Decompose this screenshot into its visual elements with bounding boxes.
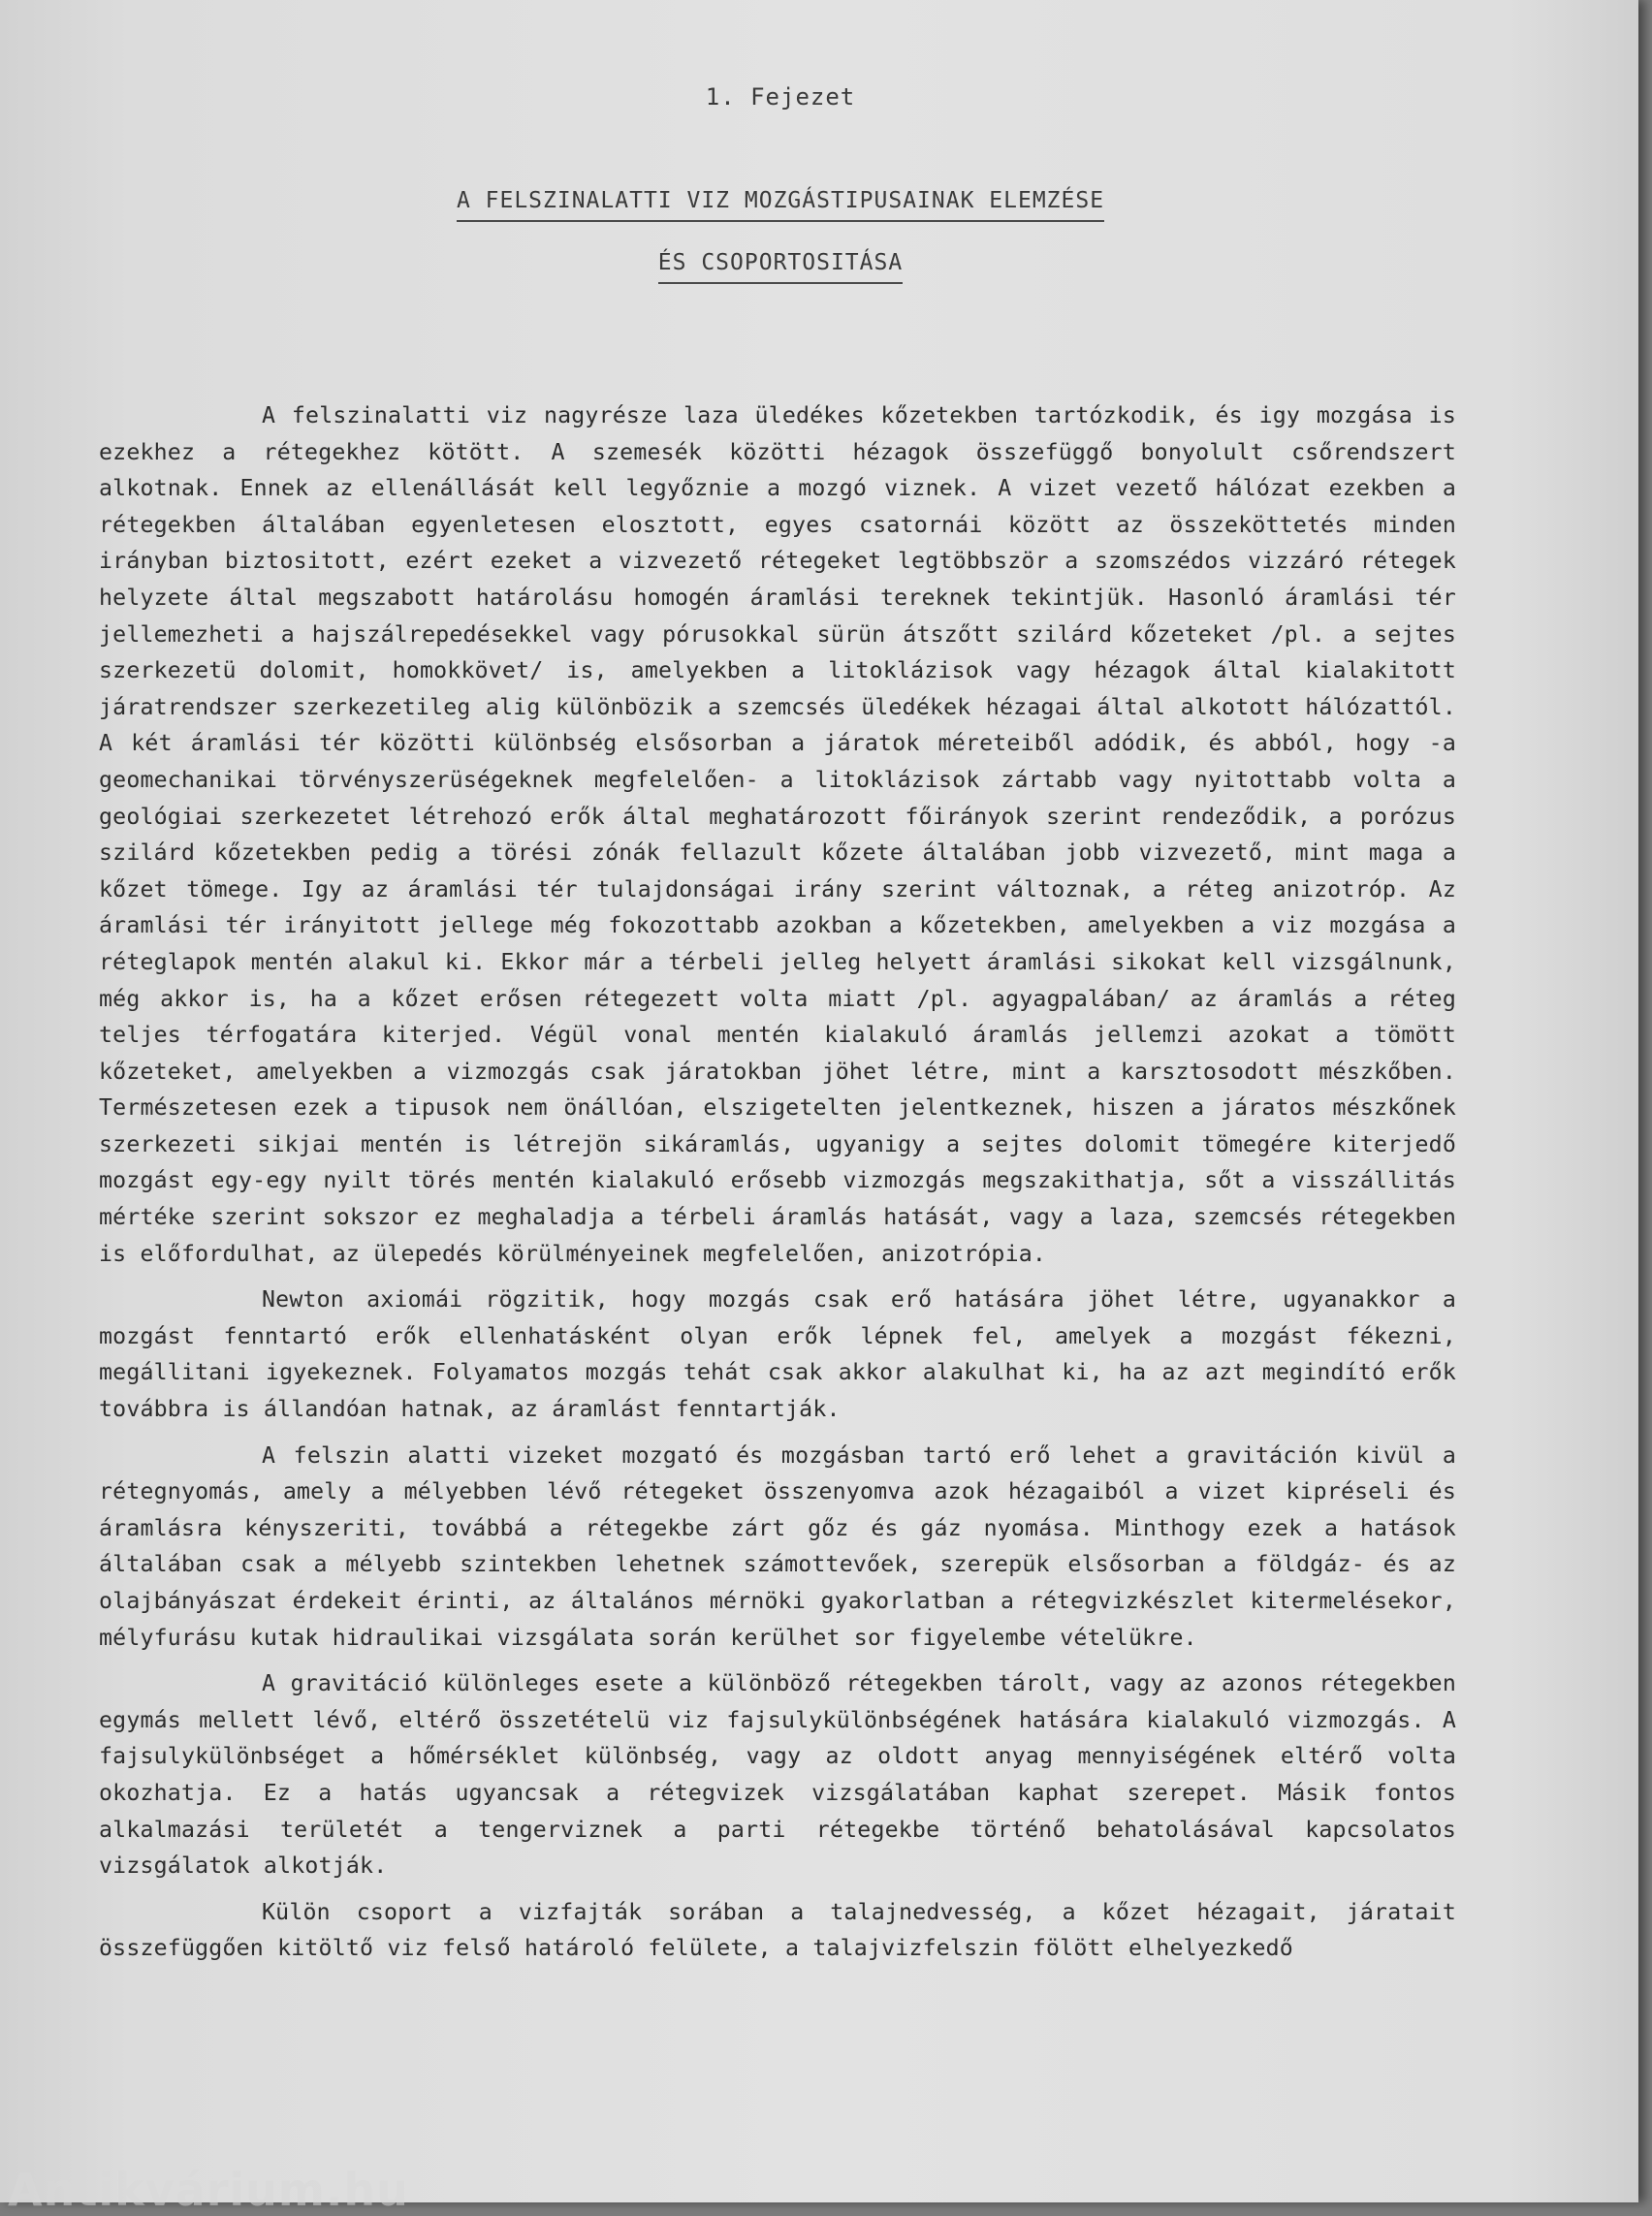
document-body	[99, 397, 1456, 1977]
paragraph: A felszin alatti vizeket mozgató és mozgásban tartó erő lehet a gravitáción kivül a rétegnyomás, amely a mélyebben lévő rétegeket összenyomva azok hézagaiból a vizet kipréseli és áramlásra kényszeriti, továbbá a rétegekbe zárt gőz és gáz nyomása. Minthogy ezek a hatások általában csak a mélyebb szintekben lehetnek számottevőek, szerepük elsősorban a földgáz- és az olajbányászat érdekeit érinti, az általános mérnöki gyakorlatban a rétegvizkészlet kitermelésekor, mélyfurásu kutak hidraulikai vizsgálata során kerülhet sor figyelembe vételükre.	[99, 1441, 1456, 1651]
title-line-2: ÉS CSOPORTOSITÁSA	[0, 250, 1561, 284]
watermark: Antikvárium.hu	[8, 2164, 409, 2216]
title-line-1: A FELSZINALATTI VIZ MOZGÁSTIPUSAINAK ELEMZÉSE	[0, 188, 1561, 222]
paragraph: A felszinalatti viz nagyrésze laza üledékes kőzetekben tartózkodik, és igy mozgása is ezekhez a rétegekhez kötött. A szemesék közötti hézagok összefüggő bonyolult csőrendszert alkotnak. Ennek az ellenállását kell legyőznie a mozgó viznek. A vizet vezető hálózat ezekben a rétegekben általában egyenletesen elosztott, egyes csatornái között az összeköttetés minden irányban biztositott, ezért ezeket a vizvezető rétegeket legtöbbször a szomszédos vizzáró rétegek helyzete által megszabott határolásu homogén áramlási tereknek tekintjük. Hasonló áramlási tér jellemezheti a hajszálrepedésekkel vagy pórusokkal sürün átszőtt szilárd kőzeteket /pl. a sejtes szerkezetü dolomit, homokkövet/ is, amelyekben a litoklázisok vagy hézagok által kialakitott járatrendszer szerkezetileg alig különbözik a szemcsés üledékek hézagai által alkotott hálózattól. A két áramlási tér közötti különbség elsősorban a járatok méreteiből adódik, és abból, hogy -a geomechanikai törvényszerüségeknek megfelelően- a litoklázisok zártabb vagy nyitottabb volta a geológiai szerkezetet létrehozó erők által meghatározott főirányok szerint rendeződik, a porózus szilárd kőzetekben pedig a törési zónák fellazult kőzete általában jobb vizvezető, mint maga a kőzet tömege. Igy az áramlási tér tulajdonságai irány szerint változnak, a réteg anizotróp. Az áramlási tér irányitott jellege még fokozottabb azokban a kőzetekben, amelyekben a viz mozgása a réteglapok mentén alakul ki. Ekkor már a térbeli jelleg helyett áramlási sikokat kell vizsgálnunk, még akkor is, ha a kőzet erősen rétegezett volta miatt /pl. agyagpalában/ az áramlás a réteg teljes térfogatára kiterjed. Végül vonal mentén kialakuló áramlás jellemzi azokat a tömött kőzeteket, amelyekben a vizmozgás csak járatokban jöhet létre, mint a karsztosodott mészkőben. Természetesen ezek a tipusok nem önállóan, elszigetelten jelentkeznek, hiszen a járatos mészkőnek szerkezeti sikjai mentén is létrejön sikáramlás, ugyanigy a sejtes dolomit tömegére kiterjedő mozgást egy-egy nyilt törés mentén kialakuló erősebb vizmozgás megszakithatja, sőt a visszállitás mértéke szerint sokszor ez meghaladja a térbeli áramlás hatását, vagy a laza, szemcsés rétegekben is előfordulhat, az ülepedés körülményeinek megfelelően, anizotrópia.	[99, 402, 1456, 1267]
paragraph: Newton axiomái rögzitik, hogy mozgás csak erő hatására jöhet létre, ugyanakkor a mozgást fenntartó erők ellenhatásként olyan erők lépnek fel, amelyek a mozgást fékezni, megállitani igyekeznek. Folyamatos mozgás tehát csak akkor alakulhat ki, ha az azt megindító erők továbbra is állandóan hatnak, az áramlást fenntartják.	[99, 1286, 1456, 1423]
paragraph: A gravitáció különleges esete a különböző rétegekben tárolt, vagy az azonos rétegekben egymás mellett lévő, eltérő összetételü viz fajsulykülönbségének hatására kialakuló vizmozgás. A fajsulykülönbséget a hőmérséklet különbség, vagy az oldott anyag mennyiségének eltérő volta okozhatja. Ez a hatás ugyancsak a rétegvizek vizsgálatában kaphat szerepet. Másik fontos alkalmazási területét a tengerviznek a parti rétegekbe történő behatolásával kapcsolatos vizsgálatok alkotják.	[99, 1670, 1456, 1880]
chapter-heading: 1. Fejezet	[705, 83, 856, 111]
paragraph: Külön csoport a vizfajták sorában a talajnedvesség, a kőzet hézagait, járatait összefüggően kitöltő viz felső határoló felülete, a talajvizfelszin fölött elhelyezkedő	[99, 1898, 1456, 1962]
